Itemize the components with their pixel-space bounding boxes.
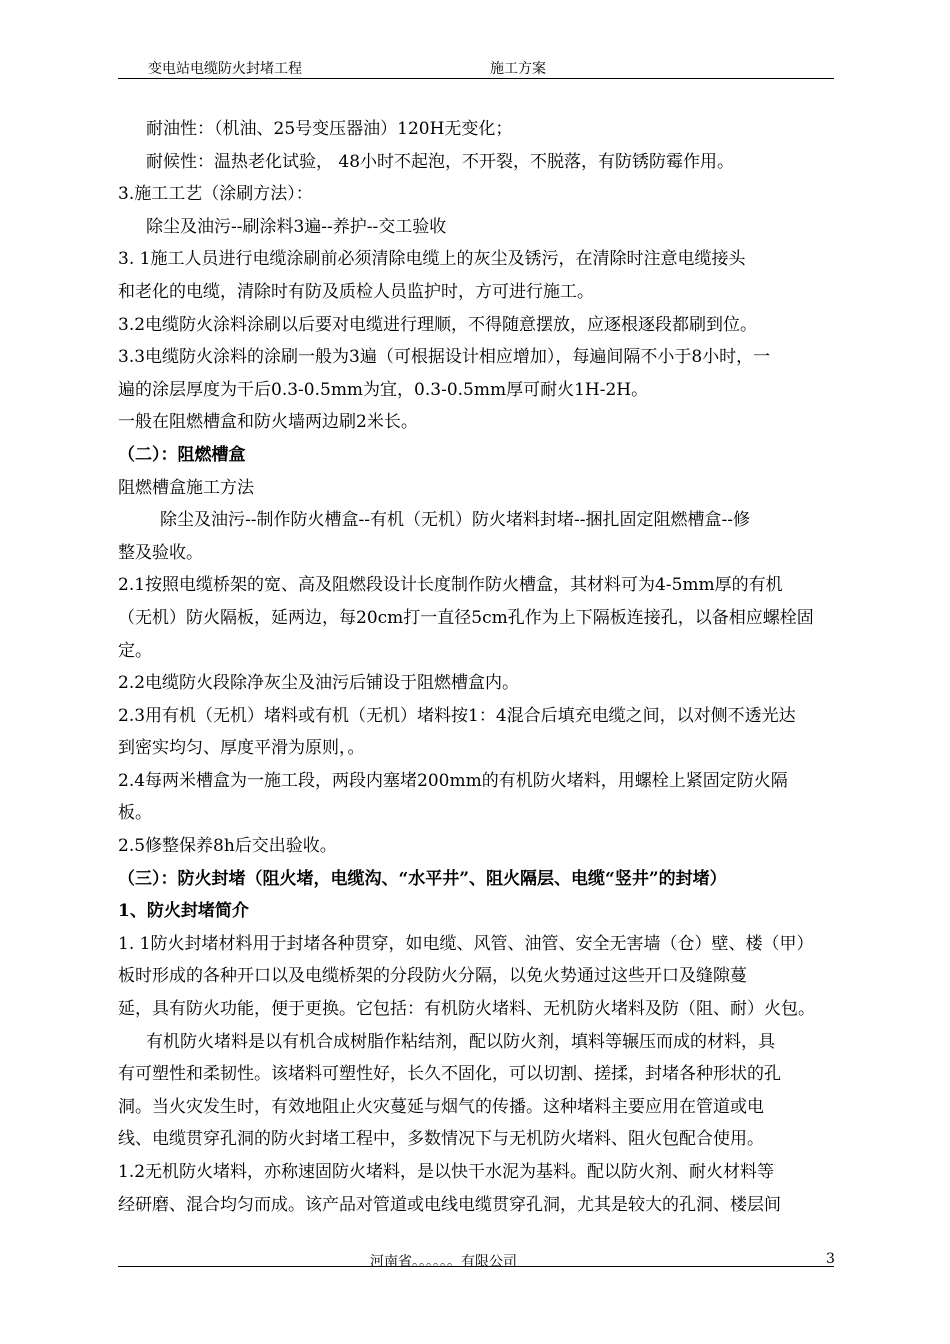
body-text-line: 除尘及油污--刷涂料3遍--养护--交工验收 bbox=[146, 216, 447, 237]
body-text-line: 2.1按照电缆桥架的宽、高及阻燃段设计长度制作防火槽盒，其材料可为4-5mm厚的有机 bbox=[118, 575, 783, 596]
section-heading-line: （二）：阻燃槽盒 bbox=[118, 444, 246, 465]
body-text-line: 2.2电缆防火段除净灰尘及油污后铺设于阻燃槽盒内。 bbox=[118, 673, 520, 694]
header-document-type: 施工方案 bbox=[490, 61, 546, 77]
body-text-line: 阻燃槽盒施工方法 bbox=[118, 477, 254, 498]
footer-company: 河南省。。。。。。有限公司 bbox=[370, 1254, 517, 1270]
body-text-line: 经研磨、混合均匀而成。该产品对管道或电线电缆贯穿孔洞，尤其是较大的孔洞、楼层间 bbox=[118, 1194, 781, 1215]
body-text-line: 线、电缆贯穿孔洞的防火封堵工程中，多数情况下与无机防火堵料、阻火包配合使用。 bbox=[118, 1129, 764, 1150]
body-text-line: 3. 1施工人员进行电缆涂刷前必须清除电缆上的灰尘及锈污，在清除时注意电缆接头 bbox=[118, 249, 746, 270]
body-text-line: 延，具有防火功能，便于更换。它包括：有机防火堵料、无机防火堵料及防（阻、耐）火包。 bbox=[118, 999, 815, 1020]
body-text-line: 耐油性：（机油、25号变压器油）120H无变化； bbox=[146, 119, 513, 139]
body-text-line: 洞。当火灾发生时，有效地阻止火灾蔓延与烟气的传播。这种堵料主要应用在管道或电 bbox=[118, 1096, 764, 1117]
body-text-line: 2.3用有机（无机）堵料或有机（无机）堵料按1：4混合后填充电缆之间，以对侧不透光达 bbox=[118, 705, 796, 726]
body-text-line: 除尘及油污--制作防火槽盒--有机（无机）防火堵料封堵--捆扎固定阻燃槽盒--修 bbox=[160, 510, 750, 531]
page-footer bbox=[0, 1251, 950, 1271]
body-text-line: 到密实均匀、厚度平滑为原则，。 bbox=[118, 738, 365, 759]
section-heading-line: 1、防火封堵简介 bbox=[118, 901, 249, 922]
body-text-line: 有机防火堵料是以有机合成树脂作粘结剂，配以防火剂，填料等辗压而成的材料，具 bbox=[146, 1031, 775, 1052]
body-text-line: 有可塑性和柔韧性。该堵料可塑性好，长久不固化，可以切割、搓揉，封堵各种形状的孔 bbox=[118, 1064, 781, 1085]
body-text-line: 一般在阻燃槽盒和防火墙两边刷2米长。 bbox=[118, 412, 418, 433]
body-text-line: 定。 bbox=[118, 640, 152, 661]
section-heading-line: （三）：防火封堵（阻火堵，电缆沟、“水平井”、阻火隔层、电缆“竖井”的封堵） bbox=[118, 868, 727, 889]
body-text-line: 1.2无机防火堵料，亦称速固防火堵料，是以快干水泥为基料。配以防火剂、耐火材料等 bbox=[118, 1162, 775, 1182]
body-text-line: 2.4每两米槽盒为一施工段，两段内塞堵200mm的有机防火堵料，用螺栓上紧固定防火隔 bbox=[118, 770, 788, 791]
body-text-line: 3.3电缆防火涂料的涂刷一般为3遍（可根据设计相应增加），每遍间隔不小于8小时，一 bbox=[118, 347, 771, 368]
body-text-line: 耐候性：温热老化试验， 48小时不起泡，不开裂，不脱落，有防锈防霉作用。 bbox=[146, 151, 735, 172]
header-project-title: 变电站电缆防火封堵工程 bbox=[148, 61, 302, 77]
body-text-line: 和老化的电缆，清除时有防及质检人员监护时，方可进行施工。 bbox=[118, 281, 594, 302]
footer-page-number: 3 bbox=[826, 1251, 835, 1267]
body-text-line: 3.施工工艺（涂刷方法）： bbox=[118, 184, 313, 205]
body-text-line: 2.5修整保养8h后交出验收。 bbox=[118, 836, 337, 857]
body-text-line: 板。 bbox=[118, 803, 152, 824]
document-body bbox=[118, 113, 834, 1221]
body-text-line: （无机）防火隔板，延两边，每20cm打一直径5cm孔作为上下隔板连接孔，以备相应螺栓固 bbox=[118, 607, 814, 628]
body-text-line: 3.2电缆防火涂料涂刷以后要对电缆进行理顺，不得随意摆放，应逐根逐段都刷到位。 bbox=[118, 314, 758, 335]
header-rule bbox=[118, 78, 834, 79]
body-text-line: 整及验收。 bbox=[118, 542, 203, 563]
body-text-line: 遍的涂层厚度为干后0.3-0.5mm为宜，0.3-0.5mm厚可耐火1H-2H。 bbox=[118, 379, 649, 400]
body-text-line: 1. 1防火封堵材料用于封堵各种贯穿，如电缆、风管、油管、安全无害墙（仓）壁、楼（甲） bbox=[118, 933, 814, 954]
footer-rule bbox=[118, 1266, 834, 1267]
body-text-line: 板时形成的各种开口以及电缆桥架的分段防火分隔，以免火势通过这些开口及缝隙蔓 bbox=[118, 966, 747, 987]
